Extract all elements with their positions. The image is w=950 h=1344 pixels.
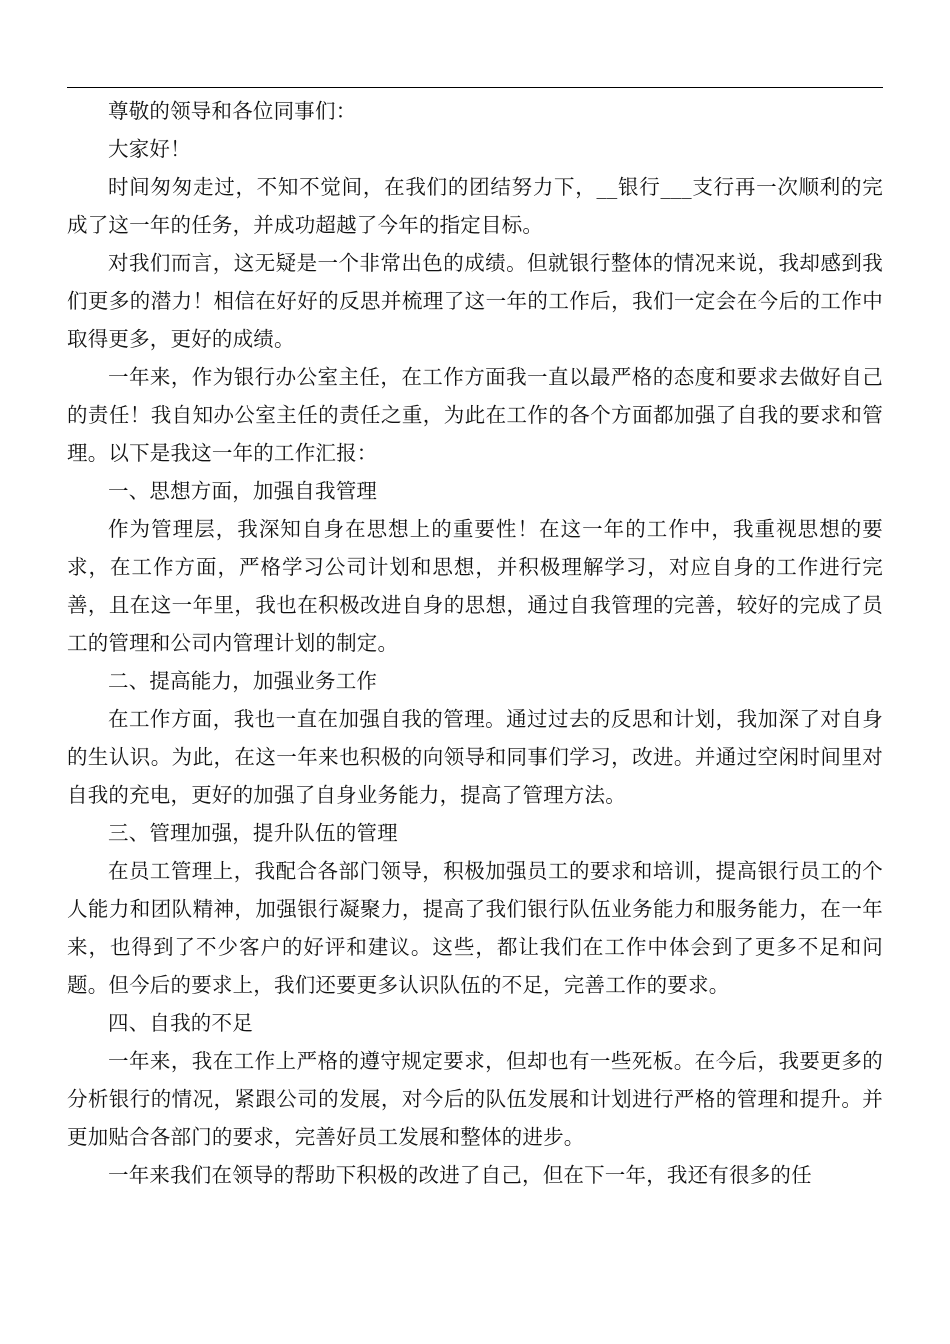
paragraph-section-4: 一年来，我在工作上严格的遵守规定要求，但却也有一些死板。在今后，我要更多的分析银行的情况，紧跟公司的发展，对今后的队伍发展和计划进行严格的管理和提升。并更加贴合各部门的要求，完善好员工发展和整体的进步。: [67, 1049, 883, 1149]
paragraph-intro: 时间匆匆走过，不知不觉间，在我们的团结努力下，__银行___支行再一次顺利的完成了这一年的任务，并成功超越了今年的指定目标。: [67, 175, 883, 237]
paragraph-closing: 一年来我们在领导的帮助下积极的改进了自己，但在下一年，我还有很多的任: [108, 1163, 812, 1187]
paragraph-section-3: 在员工管理上，我配合各部门领导，积极加强员工的要求和培训，提高银行员工的个人能力和团队精神，加强银行凝聚力，提高了我们银行队伍业务能力和服务能力，在一年来，也得到了不少客户的好评和建议。这些，都让我们在工作中体会到了更多不足和问题。但今后的要求上，我们还要更多认识队伍的不足，完善工作的要求。: [67, 859, 883, 997]
salutation: 尊敬的领导和各位同事们：: [108, 99, 357, 123]
paragraph-role: 一年来，作为银行办公室主任，在工作方面我一直以最严格的态度和要求去做好自己的责任！我自知办公室主任的责任之重，为此在工作的各个方面都加强了自我的要求和管理。以下是我这一年的工作汇报：: [67, 365, 883, 465]
section-heading-1: 一、思想方面，加强自我管理: [108, 479, 378, 503]
section-heading-2: 二、提高能力，加强业务工作: [108, 669, 378, 693]
paragraph-reflection: 对我们而言，这无疑是一个非常出色的成绩。但就银行整体的情况来说，我却感到我们更多的潜力！相信在好好的反思并梳理了这一年的工作后，我们一定会在今后的工作中取得更多，更好的成绩。: [67, 251, 883, 351]
section-heading-4: 四、自我的不足: [108, 1011, 253, 1035]
header-rule: [67, 87, 883, 88]
greeting: 大家好！: [108, 137, 191, 161]
paragraph-section-2: 在工作方面，我也一直在加强自我的管理。通过过去的反思和计划，我加深了对自身的生认识。为此，在这一年来也积极的向领导和同事们学习，改进。并通过空闲时间里对自我的充电，更好的加强了自身业务能力，提高了管理方法。: [67, 707, 883, 807]
section-heading-3: 三、管理加强，提升队伍的管理: [108, 821, 398, 845]
paragraph-section-1: 作为管理层，我深知自身在思想上的重要性！在这一年的工作中，我重视思想的要求，在工作方面，严格学习公司计划和思想，并积极理解学习，对应自身的工作进行完善，且在这一年里，我也在积极改进自身的思想，通过自我管理的完善，较好的完成了员工的管理和公司内管理计划的制定。: [67, 517, 883, 655]
document-body: [67, 92, 883, 1194]
document-page: [67, 0, 883, 1344]
